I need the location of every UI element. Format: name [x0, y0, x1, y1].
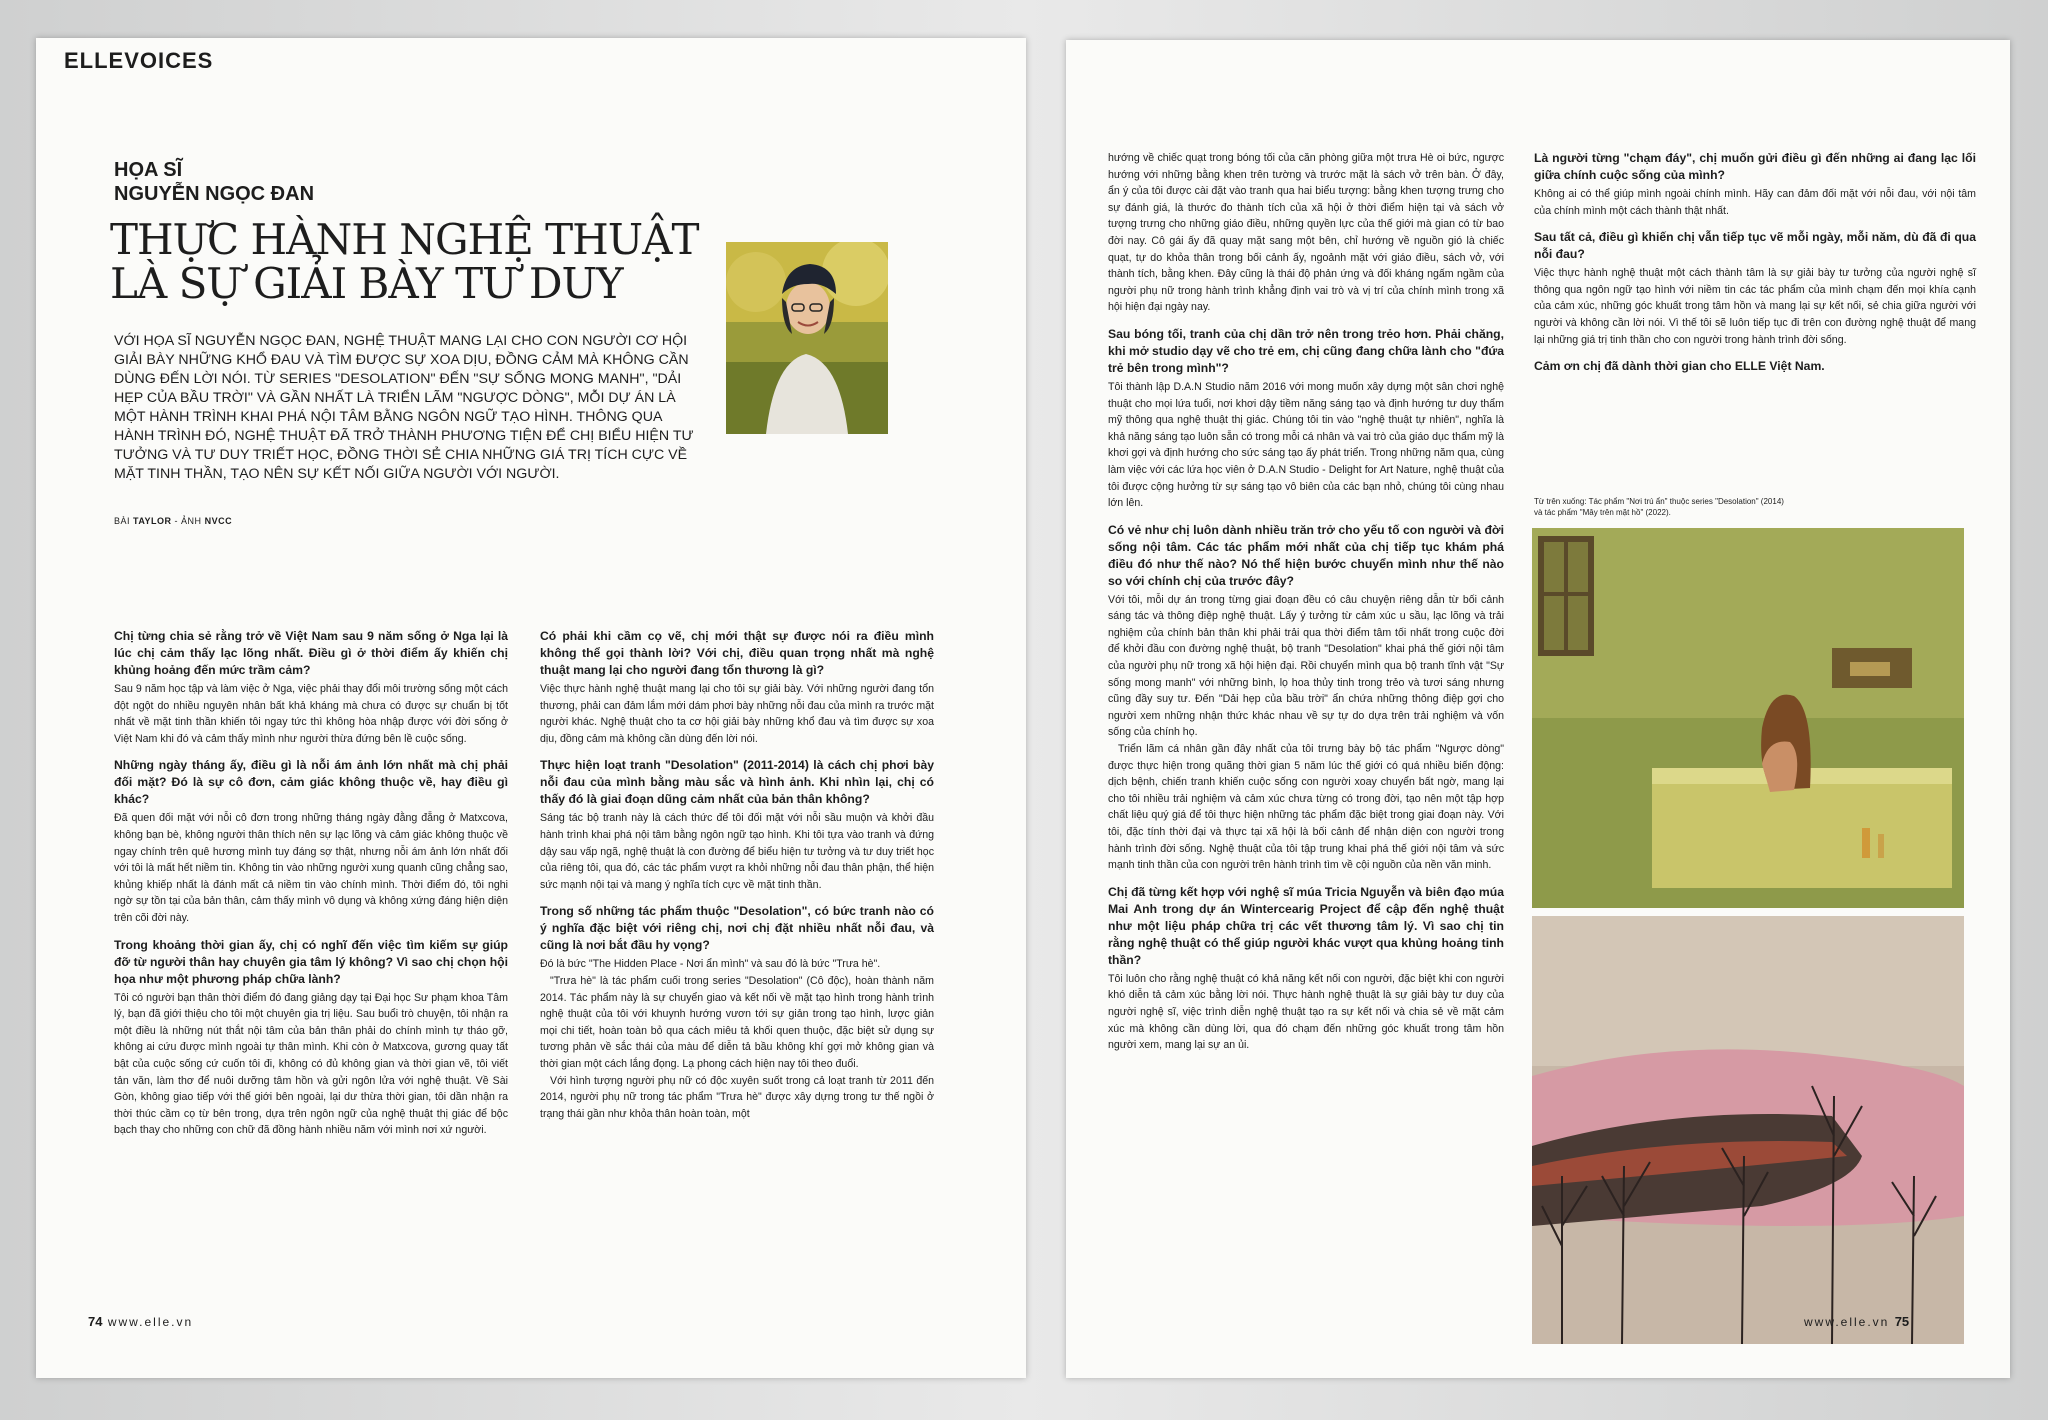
painting-hidden-place: [1532, 528, 1964, 908]
question: Sau tất cả, điều gì khiến chị vẫn tiếp tục vẽ mỗi ngày, mỗi năm, dù đã đi qua nỗi đau?: [1534, 230, 1976, 262]
closing-thanks: Cảm ơn chị đã dành thời gian cho ELLE Việt Nam.: [1534, 359, 1825, 374]
answer: Tôi thành lập D.A.N Studio năm 2016 với mong muốn xây dựng một sân chơi nghệ thuật cho mọi lứa tuổi, nơi khơi dậy tiềm năng sáng tạo và định hướng tư duy thẩm mỹ thông qua nghệ thuật thị giác. Chúng tôi tin vào "nghệ thuật tự nhiên", nghĩa là khả năng sáng tạo luôn sẵn có trong mỗi cá nhân và vai trò của giáo dục thẩm mỹ là khơi gợi và định hướng cho sức sáng tạo ấy phát triển. Trong những năm qua, cùng làm việc với các lứa học viên ở D.A.N Studio - Delight for Art Nature, nghệ thuật của tôi được cộng hưởng từ sự sáng tạo vô biên của các bạn nhỏ, chúng tôi cùng nhau lớn lên.: [1108, 380, 1504, 510]
byline: [114, 516, 232, 526]
answer-continued: Triển lãm cá nhân gần đây nhất của tôi trưng bày bộ tác phẩm "Ngược dòng" được thực hiện trong quãng thời gian 5 năm lúc thế giới có quá nhiều biến động: dịch bệnh, chiến tranh khiến cuộc sống con người xoay chuyển bất ngờ, mang lại cho tôi nhiều trải nghiệm và cảm xúc chưa từng có trong đời, tạo nên một tập hợp chất liệu quý giá để tôi thực hiện những tác phẩm đặc biệt trong giai đoạn này. Với tôi, đặc tính thời đại và thực tại xã hội là bối cảnh để nhận diện con người trong hành trình đời sống. Nghệ thuật của tôi tập trung khai phá thế giới nội tâm và sức mạnh tinh thần của con người trên hành trình tìm về cội nguồn của nền văn minh.: [1108, 743, 1504, 872]
section-tag: ELLEVOICES: [64, 48, 214, 73]
question: Sau bóng tối, tranh của chị dần trở nên trong trẻo hơn. Phải chăng, khi mở studio dạy vẽ cho trẻ em, chị cũng đang chữa lành cho "đứa trẻ bên trong mình"?: [1108, 326, 1504, 375]
folio-left: [88, 1314, 193, 1329]
right-column-2: [1534, 150, 1976, 377]
caption-line-2: và tác phẩm "Mây trên mặt hồ" (2022).: [1534, 508, 1671, 517]
question: Những ngày tháng ấy, điều gì là nỗi ám ảnh lớn nhất mà chị phải đối mặt? Đó là sự cô đơn, cảm giác không thuộc về, hay điều gì khác?: [114, 758, 508, 807]
byline-photo: NVCC: [204, 516, 233, 526]
answer: Sáng tác bộ tranh này là cách thức để tôi đối mặt với nỗi sầu muộn và khởi đầu hành trình khai phá nội tâm bằng ngôn ngữ tạo hình. Khi tôi tựa vào tranh và đứng dậy sau vấp ngã, nghệ thuật là con đường để biểu hiện tư tưởng và tư duy triết học của riêng tôi, qua đó, các tác phẩm vượt ra khỏi những nỗi đau thân phận, thể hiện sức mạnh nội tại và mang ý nghĩa tích cực về mặt tinh thần.: [540, 812, 934, 891]
headline-line-2: LÀ SỰ GIẢI BÀY TƯ DUY: [110, 259, 623, 308]
answer-continued: Với hình tượng người phụ nữ có độc xuyên suốt trong cả loạt tranh từ 2011 đến 2014, người phụ nữ trong tác phẩm "Trưa hè" được xây dựng trong tư thế ngồi ở trạng thái gần như khỏa thân hoàn toàn, một: [540, 1074, 934, 1120]
site-url-right: www.elle.vn: [1804, 1315, 1890, 1329]
answer: Việc thực hành nghệ thuật một cách thành tâm là sự giải bày tư tưởng của người nghệ sĩ thông qua ngôn ngữ tạo hình với niềm tin các tác phẩm của mình chạm đến mọi khía cạnh của cảm xúc, những góc khuất trong tâm hồn và mang lại sự kết nối, sẻ chia giữa người với người và không cần lời nói. Vì thế tôi sẽ luôn tiếp tục đi trên con đường nghệ thuật để mang lại những giá trị tinh thần cho con người trong hành trình đời sống.: [1534, 267, 1976, 346]
byline-label-1: BÀI: [114, 516, 131, 526]
right-column-1: [1108, 150, 1504, 1064]
magazine-page-right: [1066, 40, 2010, 1378]
answer: Đã quen đối mặt với nỗi cô đơn trong những tháng ngày đằng đẵng ở Matxcova, không bạn bè, không người thân thích nên sự lạc lõng và cảm giác không thuộc về ngay chính trên quê hương mình tuy đáng sợ thật, nhưng nỗi ám ảnh lớn nhất đối với tôi là mất hết niềm tin. Không tin vào những người xung quanh cũng chẳng sao, khủng khiếp nhất là đánh mất cả niềm tin vào chính mình. Thời điểm đó, tôi nghi ngờ sự tồn tại của bản thân, cảm thấy mình vô dụng và không xứng đáng hiện diện trên cõi đời này.: [114, 812, 508, 924]
question: Thực hiện loạt tranh "Desolation" (2011-2014) là cách chị phơi bày nỗi đau của mình bằng màu sắc và hình ảnh. Khi nhìn lại, chị có thấy đó là giai đoạn dũng cảm nhất của bản thân không?: [540, 758, 934, 807]
answer: Không ai có thể giúp mình ngoài chính mình. Hãy can đảm đối mặt với nỗi đau, với nội tâm của chính mình một cách thành thật nhất.: [1534, 188, 1976, 217]
question: Là người từng "chạm đáy", chị muốn gửi điều gì đến những ai đang lạc lối giữa chính cuộc sống của mình?: [1534, 151, 1976, 182]
headline-line-1: THỰC HÀNH NGHỆ THUẬT: [110, 215, 699, 264]
answer: Sau 9 năm học tập và làm việc ở Nga, việc phải thay đổi môi trường sống một cách đột ngột do nhiều nguyên nhân bất khả kháng mà chưa có được sự chuẩn bị tốt nhất về mặt tinh thần khiến tôi ngay tức thì không hòa nhập được với đời sống ở Việt Nam khi đó và cảm thấy mình như người thừa đứng bên lề cuộc sống.: [114, 683, 508, 745]
question: Có vẻ như chị luôn dành nhiều trăn trở cho yếu tố con người và đời sống nội tâm. Các tác phẩm mới nhất của chị tiếp tục khám phá điều đó như thế nào? Nó thể hiện bước chuyển mình như thế nào so với chính chị của trước đây?: [1108, 522, 1504, 588]
left-column-2: [540, 628, 934, 1132]
folio-right: [1804, 1314, 1909, 1329]
answer-continued: "Trưa hè" là tác phẩm cuối trong series "Desolation" (Cô độc), hoàn thành năm 2014. Tác phẩm này là sự chuyển giao và kết nối về mặt tạo hình trong hành trình nghệ thuật của tôi với khuynh hướng vươn tới sự giản trong tạo hình, lược giản mọi chi tiết, hoàn toàn bỏ qua cách miêu tả khối quen thuộc, đặc biệt sử dụng sự tương phản về sắc thái của màu để diễn tả bầu không khí gợi mở không gian và thời gian một cách lắng đọng. Lạ phong cách hiện nay tôi theo đuổi.: [540, 974, 934, 1070]
answer: Tôi có người bạn thân thời điểm đó đang giảng dạy tại Đại học Sư phạm khoa Tâm lý, bạn đã giới thiệu cho tôi một chuyên gia trị liệu. Sau buổi trò chuyện, tôi nhận ra một điều là những nút thắt nội tâm của bản thân phải do chính mình tự tháo gỡ, không ai cứu được mình ngoài tự thân mình. Khi còn ở Matxcova, gương quay tất bật của cuộc sống cứ cuốn tôi đi, không có đủ không gian và thời gian vẽ, tôi viết tản văn, làm thơ để nuôi dưỡng tâm hồn và gửi ngôn lửa với nghệ thuật. Về Sài Gòn, không giao tiếp với thế giới bên ngoài, lại dư thừa thời gian, tôi dần nhận ra thời thúc cầm cọ từ bên trong, dựa trên ngôn ngữ của nghệ thuật thị giác để bộc bạch thay cho những con chữ đã đồng hành nhiều năm với mình nơi xứ người.: [114, 991, 508, 1137]
kicker-line-1: HỌA SĨ: [114, 159, 183, 181]
question: Trong khoảng thời gian ấy, chị có nghĩ đến việc tìm kiếm sự giúp đỡ từ người thân hay chuyên gia tâm lý không? Vì sao chị chọn hội họa như một phương pháp chữa lành?: [114, 937, 508, 986]
painting-clouds-on-lake: [1532, 916, 1964, 1344]
headline: [110, 215, 710, 308]
page-number-left: 74: [88, 1314, 103, 1329]
artwork-caption: [1534, 496, 1834, 518]
question: Trong số những tác phẩm thuộc "Desolation", có bức tranh nào có ý nghĩa đặc biệt với riêng chị, nơi chị đặt nhiều nhất nỗi đau, và cũng là nơi bắt đầu hy vọng?: [540, 904, 934, 953]
magazine-page-left: [36, 38, 1026, 1378]
site-url-left: www.elle.vn: [107, 1315, 194, 1329]
answer: Với tôi, mỗi dự án trong từng giai đoạn đều có câu chuyện riêng dẫn từ bối cảnh sáng tác và thông điệp nghệ thuật. Lấy ý tưởng từ cảm xúc u sầu, lạc lõng và trải nghiệm của chính bản thân khi phải trải qua thời điểm tâm tối nhất trong cuộc đời để khởi đầu con đường nghệ thuật, bộ tranh "Desolation" khai phá thế giới nội tâm của người phụ nữ trong xã hội hiện đại. Rồi chuyển mình qua bộ tranh tĩnh vật "Sự sống mong manh" với những bình, lọ hoa thủy tinh trong trẻo và tươi sáng nhưng cũng đầy suy tư. Đến "Dải hẹp của bầu trời" ẩn chứa những thông điệp gợi cho người xem những nhận thức khác nhau về sự tự do dựa trên trải nghiệm và vốn sống của chính họ.: [1108, 593, 1504, 739]
kicker-line-2: NGUYỄN NGỌC ĐAN: [114, 183, 315, 205]
page-number-right: 75: [1894, 1314, 1910, 1329]
question: Có phải khi cầm cọ vẽ, chị mới thật sự được nói ra điều mình không thể gọi thành lời? Với chị, điều quan trọng nhất mà nghệ thuật mang lại cho người đang tổn thương là gì?: [540, 629, 934, 677]
answer: Tôi luôn cho rằng nghệ thuật có khả năng kết nối con người, đặc biệt khi con người khó diễn tả cảm xúc bằng lời nói. Thực hành nghệ thuật là sự giải bày tư duy của người nghệ sĩ, việc trình diễn nghệ thuật tạo ra sự kết nối và chia sẻ về mặt cảm xúc mà không cần dùng lời, qua đó chạm đến những góc khuất trong tâm hồn người xem, mang lại sự an ủi.: [1108, 972, 1504, 1052]
byline-author: TAYLOR: [133, 516, 172, 526]
answer: Việc thực hành nghệ thuật mang lại cho tôi sự giải bày. Với những người đang tổn thương, phải can đảm lắm mới dám phơi bày những nỗi đau của mình ra trước mặt người khác. Nghệ thuật cho ta cơ hội giải bày những khổ đau và tìm được sự xoa dịu, đồng cảm mà không cần dùng đến lời nói.: [540, 683, 934, 745]
artist-portrait-photo: [726, 242, 888, 434]
intro-paragraph: VỚI HỌA SĨ NGUYỄN NGỌC ĐAN, NGHỆ THUẬT MANG LẠI CHO CON NGƯỜI CƠ HỘI GIẢI BÀY NHỮNG KHỔ ĐAU VÀ TÌM ĐƯỢC SỰ XOA DỊU, ĐỒNG CẢM MÀ KHÔNG CẦN DÙNG ĐẾN LỜI NÓI. TỪ SERIES "DESOLATION" ĐẾN "SỰ SỐNG MONG MANH", "DẢI HẸP CỦA BẦU TRỜI" VÀ GẦN NHẤT LÀ TRIỂN LÃM "NGƯỢC DÒNG", MỖI DỰ ÁN LÀ MỘT HÀNH TRÌNH KHAI PHÁ NỘI TÂM BẰNG NGÔN NGỮ TẠO HÌNH. THÔNG QUA HÀNH TRÌNH ĐÓ, NGHỆ THUẬT ĐÃ TRỞ THÀNH PHƯƠNG TIỆN ĐỂ CHỊ BIỂU HIỆN TƯ TƯỞNG VÀ TƯ DUY TRIẾT HỌC, ĐỒNG THỜI SẺ CHIA NHỮNG GIÁ TRỊ TÍCH CỰC VỀ MẶT TINH THẦN, TẠO NÊN SỰ KẾT NỐI GIỮA NGƯỜI VỚI NGƯỜI.: [114, 333, 694, 482]
kicker: [114, 158, 314, 206]
byline-separator: -: [171, 516, 182, 526]
caption-line-1: Từ trên xuống: Tác phẩm "Nơi trú ẩn" thuộc series "Desolation" (2014): [1534, 497, 1784, 506]
answer-continued: hướng về chiếc quạt trong bóng tối của căn phòng giữa một trưa Hè oi bức, ngược hướng với những bằng khen trên tường và trước mặt là sách vở trên bàn. Ở đây, ẩn ý của tôi được cài đặt vào tranh qua hai biểu tượng: bằng khen tượng trưng cho sự đánh giá, là thước đo thành tích của xã hội ở thời điểm hiện tại và sách vở tượng trưng cho những giáo điều, những quyền lực của thế giới mà gian có từ bao đời nay. Cô gái ấy đã quay mặt sang một bên, chỉ hướng về nguồn gió là chiếc quạt, tự do khỏa thân trong bối cảnh ấy, ngoảnh mặt với giáo điều, sách vở, với thành tích, bằng khen. Đây cũng là thái độ phản ứng và đối kháng ngấm ngầm của người phụ nữ trong hành trình khẳng định vai trò và vị trí của chính mình trong xã hội hiện đại ngày nay.: [1108, 152, 1504, 314]
answer: Đó là bức "The Hidden Place - Nơi ẩn mình" và sau đó là bức "Trưa hè".: [540, 958, 881, 971]
byline-label-2: ẢNH: [181, 516, 202, 526]
left-column-1: [114, 628, 508, 1149]
question: Chị đã từng kết hợp với nghệ sĩ múa Tricia Nguyễn và biên đạo múa Mai Anh trong dự án Wintercearig Project để cập đến nghệ thuật như một liệu pháp chữa trị các vết thương tâm lý. Vì sao chị tin rằng nghệ thuật có thể giúp người khác vượt qua khủng hoảng tinh thần?: [1108, 884, 1504, 967]
question: Chị từng chia sẻ rằng trở về Việt Nam sau 9 năm sống ở Nga lại là lúc chị cảm thấy lạc lõng nhất. Điều gì ở thời điểm ấy khiến chị khủng hoảng đến mức trầm cảm?: [114, 629, 508, 677]
